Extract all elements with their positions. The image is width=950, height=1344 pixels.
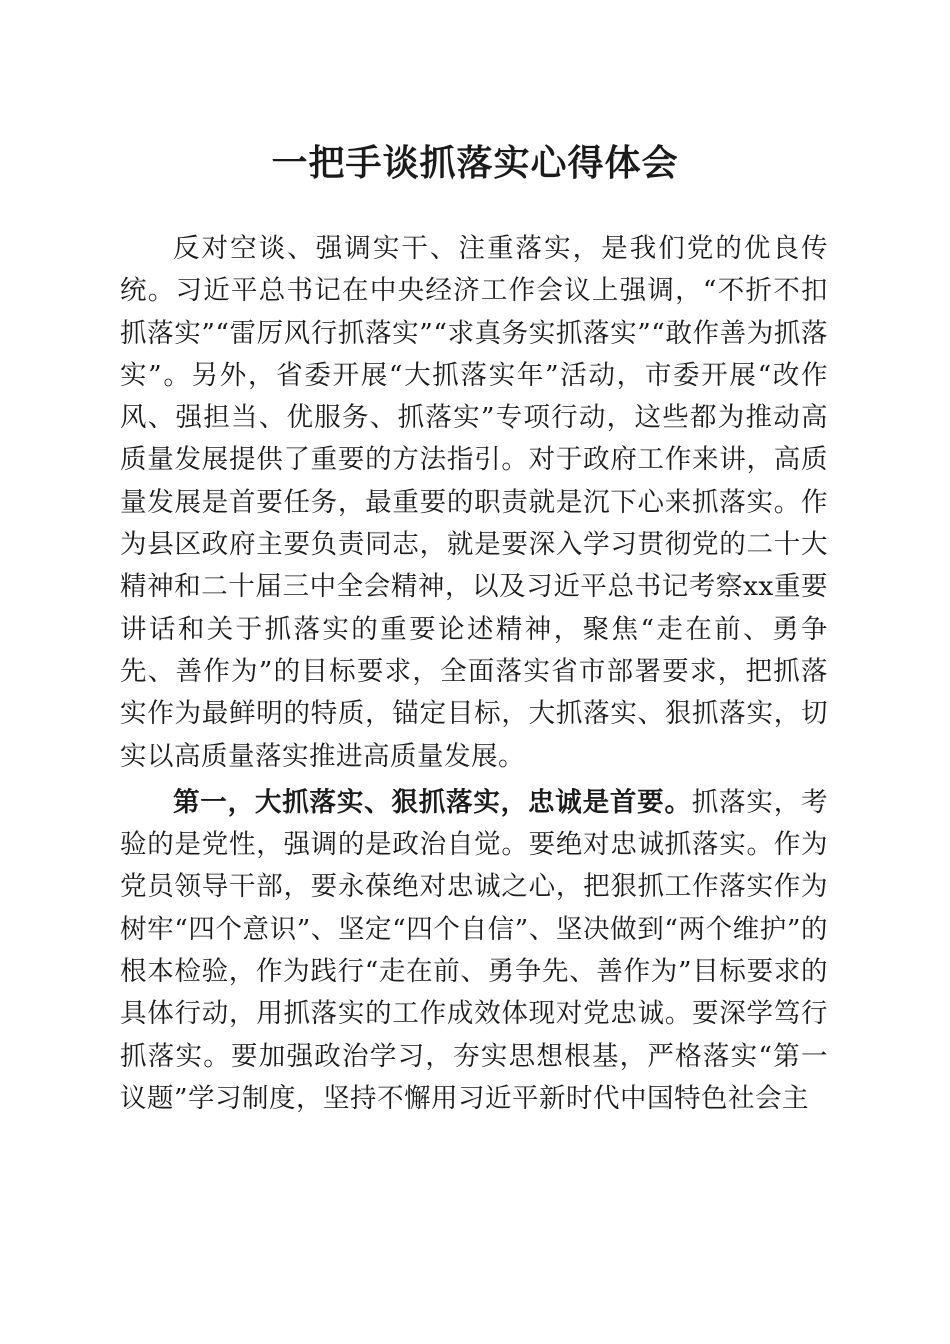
- paragraph-text: 反对空谈、强调实干、注重落实，是我们党的优良传统。习近平总书记在中央经济工作会议上强调，“不折不扣抓落实”“雷厉风行抓落实”“求真务实抓落实”“敢作善为抓落实”。另外，省委开展“大抓落实年”活动，市委开展“改作风、强担当、优服务、抓落实”专项行动，这些都为推动高质量发展提供了重要的方法指引。对于政府工作来讲，高质量发展是首要任务，最重要的职责就是沉下心来抓落实。作为县区政府主要负责同志，就是要深入学习贯彻党的二十大精神和二十届三中全会精神，以及习近平总书记考察xx重要讲话和关于抓落实的重要论述精神，聚焦“走在前、勇争先、善作为”的目标要求，全面落实省市部署要求，把抓落实作为最鲜明的特质，锚定目标，大抓落实、狠抓落实，切实以高质量落实推进高质量发展。: [120, 233, 828, 772]
- paragraph-text: 抓落实，考验的是党性，强调的是政治自觉。要绝对忠诚抓落实。作为党员领导干部，要永葆绝对忠诚之心，把狠抓工作落实作为树牢“四个意识”、坚定“四个自信”、坚决做到“两个维护”的根本检验，作为践行“走在前、勇争先、善作为”目标要求的具体行动，用抓落实的工作成效体现对党忠诚。要深学笃行抓落实。要加强政治学习，夯实思想根基，严格落实“第一议题”学习制度，坚持不懈用习近平新时代中国特色社会主: [120, 786, 829, 1114]
- document-body: [120, 228, 828, 1120]
- paragraph-intro: [120, 228, 828, 778]
- document-title: 一把手谈抓落实心得体会: [271, 142, 679, 184]
- paragraph-first-point: [120, 782, 828, 1120]
- paragraph-lead: 第一，大抓落实、狠抓落实，忠诚是首要。: [173, 786, 692, 818]
